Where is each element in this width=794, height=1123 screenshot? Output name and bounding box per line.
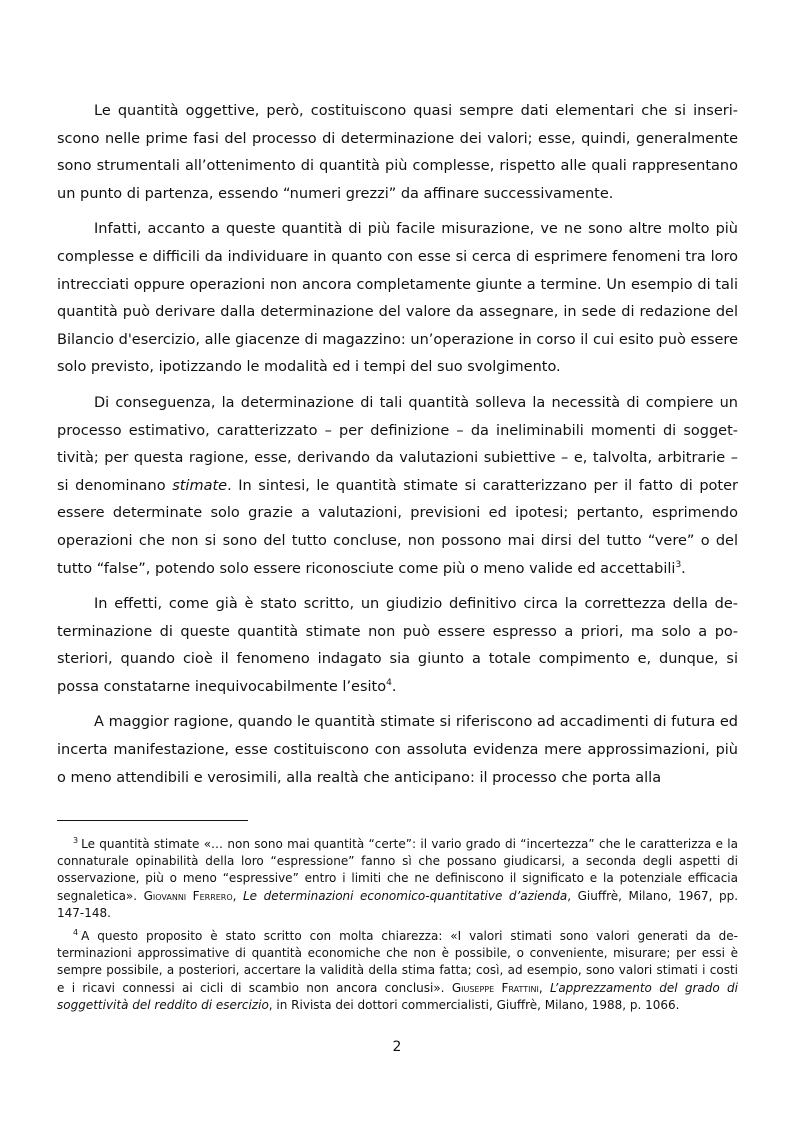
footnote-text: Le quantità stimate «… non sono mai quantità “certe”: il vario grado di “incertezza” che le caratterizza e la connaturale opinabilità della loro “espressione” fanno sì che possano giudicarsi, a seconda degli aspetti di osservazione, più o meno “espressive” entro i limiti che ne definiscono il significato e la potenziale efficacia segnaletica».	[57, 837, 738, 903]
footnote-text: , Giuffrè, Milano, 1967, pp. 147-148.	[57, 888, 739, 920]
paragraph-text: . In sintesi, le quantità stimate si caratterizzano per il fatto di poter essere determinate solo grazie a valutazioni, previsioni ed ipotesi; pertanto, esprimendo operazioni che non si sono del tutto concluse, non possono mai dirsi del tutto “vere” o del tutto “false”, potendo solo essere riconosciute come più o meno valide ed accettabili	[57, 477, 738, 577]
footnote-text: ,	[538, 980, 550, 995]
footnote	[57, 928, 738, 1014]
paragraph-text: Le quantità oggettive, però, costituiscono quasi sempre dati elementari che si inseriscono nelle prime fasi del processo di determinazione dei valori; esse, quindi, generalmente sono strumentali all’ottenimento di quantità più complesse, rispetto alle quali rappresentano un punto di partenza, essendo “numeri grezzi” da affinare successivamente.	[57, 103, 738, 202]
paragraph-text: .	[681, 560, 686, 577]
paragraph	[57, 591, 738, 701]
footnote-text: L’apprezzamento del grado di soggettività del reddito di esercizio	[57, 980, 738, 1012]
paragraph	[57, 709, 738, 792]
author-name: Giuseppe Frattini	[451, 980, 539, 995]
author-name: Giovanni Ferrero	[143, 888, 233, 903]
footnote-text: ,	[232, 888, 243, 903]
paragraph-text: Infatti, accanto a queste quantità di più facile misurazione, ve ne sono altre molto più complesse e difficili da individuare in quanto con esse si cerca di esprimere fenomeni tra loro intrecciati oppure operazioni non ancora completamente giunte a termine. Un esempio di tali quantità può derivare dalla determinazione del valore da assegnare, in sede di redazione del Bilancio d'esercizio, alle giacenze di magazzino: un’operazione in corso il cui esito può essere solo previsto, ipotizzando le modalità ed i tempi del suo svolgimento.	[57, 221, 738, 376]
footnote	[57, 836, 738, 922]
footnote-ref: 3	[675, 559, 682, 570]
footnote-text: A questo proposito è stato scritto con molta chiarezza: «I valori stimati sono valori generati da determinazioni approssimative di quantità economiche che non è possibile, o conveniente, misurare; per essi è sempre possibile, a posteriori, accertare la validità della stima fatta; così, ad esempio, sono valori stimati i costi e i ricavi connessi ai cicli di scambio non ancora conclusi».	[57, 929, 738, 995]
paragraph-text: .	[391, 678, 397, 695]
footnote-text: Le determinazioni economico-quantitative d’azienda	[243, 888, 568, 903]
footnote-ref: 4	[386, 677, 392, 688]
paragraph-text: In effetti, come già è stato scritto, un giudizio definitivo circa la correttezza della determinazione di queste quantità stimate non può essere espresso a priori, ma solo a posteriori, quando cioè il fenomeno indagato sia giunto a totale compimento e, dunque, si possa constatarne inequivocabilmente l’esito	[57, 596, 738, 695]
body-text	[57, 98, 738, 792]
footnote-number: 4	[73, 928, 79, 938]
footnote-number: 3	[73, 836, 79, 845]
page-number: 2	[392, 1039, 402, 1055]
footnote-text: , in Rivista dei dottori commercialisti, Giuffrè, Milano, 1988, p. 1066.	[268, 997, 680, 1012]
paragraph-text: A maggior ragione, quando le quantità stimate si riferiscono ad accadimenti di futura ed incerta manifestazione, esse costituiscono con assoluta evidenza mere approssimazioni, più o meno attendibili e verosimili, alla realtà che anticipano: il processo che porta alla	[57, 714, 738, 786]
paragraph-text: Di conseguenza, la determinazione di tali quantità solleva la necessità di compiere un processo estimativo, caratterizzato – per definizione – da ineliminabili momenti di soggettività; per questa ragione, esse, derivando da valutazioni subiettive – e, talvolta, arbitrarie – si denominano	[57, 394, 738, 494]
paragraph-text: stimate	[172, 477, 228, 494]
paragraph	[57, 390, 738, 583]
footnote-separator	[57, 820, 248, 821]
paragraph	[57, 98, 738, 208]
footnotes	[57, 836, 738, 1020]
paragraph	[57, 216, 738, 382]
